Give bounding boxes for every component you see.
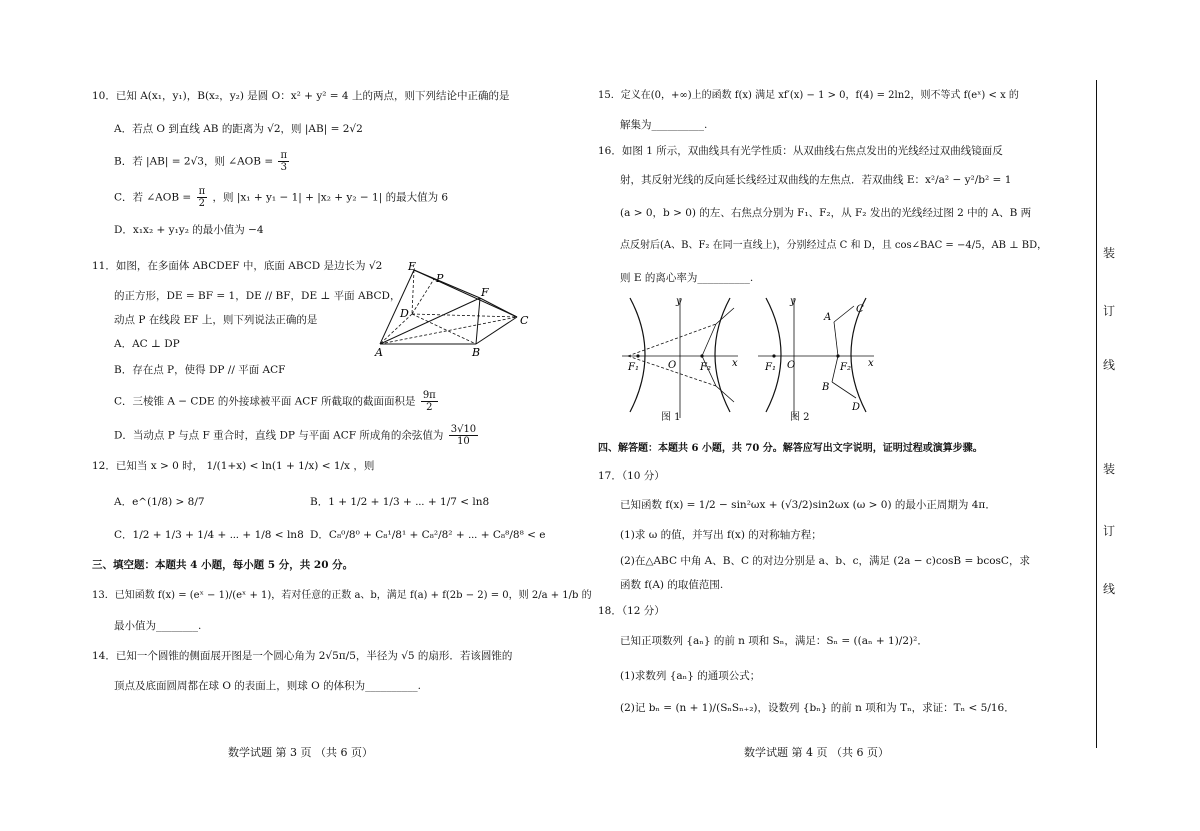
ray-a-c [834,306,854,322]
section-3-heading: 三、填空题：本题共 4 小题，每小题 5 分，共 20 分。 [92,559,354,571]
q10-option-a: A．若点 O 到直线 AB 的距离为 √2，则 |AB| = 2√2 [114,123,363,135]
q12-option-b: B．1 + 1/2 + 1/3 + ⋯ + 1/7 < ln8 [310,496,490,508]
q14-line1: 14．已知一个圆锥的侧面展开图是一个圆心角为 2√5π/5，半径为 √5 的扇形．若该圆锥的 [92,650,513,662]
q11-option-d [92,424,542,447]
frac-numerator: π [198,186,206,197]
binding-char-2: 订 [1103,304,1116,318]
q12-option-d: D．C₈⁰/8⁰ + C₈¹/8¹ + C₈²/8² + ⋯ + C₈⁸/8⁸ < e [310,529,546,541]
fig2-label-y: y [790,296,796,307]
q13-line1: 13．已知函数 f(x) = (eˣ − 1)/(eˣ + 1)，若对任意的正数 a、b，满足 f(a) + f(2b − 2) = 0，则 2/a + 1/b 的 [92,590,592,601]
q17-line3: (2)在△ABC 中角 A、B、C 的对边分别是 a、b、c，满足 (2a − c)cosB = bcosC，求 [620,555,1030,567]
q17-line1: 已知函数 f(x) = 1/2 − sin²ωx + (√3/2)sin2ωx (ω > 0) 的最小正周期为 4π． [620,499,996,511]
q15-line2: 解集为__________. [620,119,708,131]
fig1-label-f1: F₁ [628,362,639,373]
q16-line5: 则 E 的离心率为__________. [620,272,754,284]
q17-line4: 函数 f(A) 的取值范围. [620,579,724,591]
q11-line2: 的正方形，DE = BF = 1，DE // BF，DE ⊥ 平面 ABCD， [114,290,401,302]
q11-polyhedron-figure [372,262,532,362]
frac-numerator: 9π [422,390,436,401]
edge-ed-hidden [412,270,414,314]
hyperbola-right-branch [715,298,730,412]
q16-figure-1 [620,294,740,424]
q12-stem [92,458,542,474]
fig2-label-a: A [824,312,832,323]
focus-f2 [700,354,703,357]
focus-f2 [836,354,839,357]
edge-fb [476,298,480,344]
fig1-label-y: y [676,296,682,307]
q16-line4: 点反射后(A、B、F₂ 在同一直线上)，分别经过点 C 和 D，且 cos∠BAC = −4/5，AB ⊥ BD， [620,240,1048,251]
edge-dc-hidden [412,314,517,317]
q17-line2: (1)求 ω 的值，并写出 f(x) 的对称轴方程； [620,529,822,541]
focus-f1 [772,354,775,357]
q12-option-a: A．e^(1/8) > 8/7 [114,496,205,508]
q12-inequality: 1/(1+x) < ln(1 + 1/x) < 1/x [206,460,350,472]
section-4-heading: 四、解答题：本题共 6 小题，共 70 分。解答应写出文字说明，证明过程或演算步骤。 [598,443,983,454]
q11-option-c-text: C．三棱锥 A − CDE 的外接球被平面 ACF 所截取的截面面积是 [114,395,416,408]
binding-char-1: 装 [1103,246,1116,260]
binding-char-4: 装 [1103,462,1116,476]
edge-fc [480,298,517,317]
q10-option-b [92,150,542,173]
edge-ea [380,270,414,344]
edge-bc [476,317,517,344]
fig2-label-x: x [868,358,874,369]
reflected-ray-down [716,386,734,402]
fig2-label-c: C [856,304,864,315]
fig2-label-f1: F₁ [765,362,776,373]
q18-line2: (1)求数列 {aₙ} 的通项公式； [620,670,761,682]
label-c: C [520,314,529,327]
q11-option-d-text: D．当动点 P 与点 F 重合时，直线 DP 与平面 ACF 所成角的余弦值为 [114,429,444,442]
q10-option-c-rest: ，则 |x₁ + y₁ − 1| + |x₂ + y₂ − 1| 的最大值为 6 [212,191,449,204]
extension-up-dashed [628,324,716,356]
ray-f2-up [702,324,716,356]
fig1-label-x: x [732,358,738,369]
fig2-caption: 图 2 [790,412,810,423]
hyperbola-right-branch [851,298,866,412]
frac-denominator: 2 [426,402,433,413]
label-e: E [408,262,417,273]
left-column [92,0,592,831]
binding-char-5: 订 [1103,524,1116,538]
binding-line [1096,80,1097,748]
frac-denominator: 3 [280,162,287,173]
fig1-label-f2: F₂ [700,362,711,373]
q12-stem-end: ，则 [353,460,375,472]
fig2-label-o: O [787,360,796,371]
edge-af [380,298,480,344]
q10-option-c [92,186,542,209]
label-d: D [400,307,409,320]
q12-stem-text: 12．已知当 x > 0 时， [92,460,204,472]
frac-numerator: 3√10 [450,424,477,435]
ray-f2-a [834,322,838,356]
fig2-label-f2: F₂ [840,362,851,373]
q10-option-c-text: C．若 ∠AOB = [114,191,192,204]
right-column [598,0,1048,831]
ray-f2-b [832,356,838,382]
label-b: B [472,346,481,359]
frac-denominator: 2 [198,198,206,209]
q16-figure-2 [756,294,876,424]
q14-line2: 顶点及底面圆周都在球 O 的表面上，则球 O 的体积为__________. [114,680,421,692]
q11-option-a: A．AC ⊥ DP [114,338,180,350]
q13-line2: 最小值为________. [114,620,202,632]
fig1-caption: 图 1 [661,412,681,423]
ray-b-d [832,382,856,398]
q16-line2: 射，其反射光线的反向延长线经过双曲线的左焦点．若双曲线 E：x²/a² − y²/b² = 1 [620,174,1012,186]
reflected-ray-up [716,308,734,324]
q11-line3: 动点 P 在线段 EF 上，则下列说法正确的是 [114,314,318,326]
q18-title: 18．（12 分） [598,605,665,617]
q18-line3: (2)记 bₙ = (n + 1)/(SₙSₙ₊₂)，设数列 {bₙ} 的前 n 项和为 Tₙ，求证：Tₙ < 5/16． [620,702,1015,714]
frac-denominator: 10 [457,436,470,447]
q10-option-c-fraction [197,186,208,209]
q11-stem: 11．如图，在多面体 ABCDEF 中，底面 ABCD 是边长为 √2 [92,260,383,272]
q10-option-d: D．x₁x₂ + y₁y₂ 的最小值为 −4 [114,224,264,236]
focus-f1 [636,354,639,357]
q11-option-c-fraction [421,390,438,413]
q15-line1: 15．定义在(0，+∞)上的函数 f(x) 满足 xf′(x) − 1 > 0，f(4) = 2ln2，则不等式 f(eˣ) < x 的 [598,90,1019,101]
edge-dp-hidden [412,279,434,314]
q12-option-c: C．1/2 + 1/3 + 1/4 + ⋯ + 1/8 < ln8 [114,529,304,541]
q11-option-b: B．存在点 P，使得 DP // 平面 ACF [114,364,286,376]
right-page-footer: 数学试题 第 4 页 （共 6 页） [744,746,889,759]
label-p: P [436,272,444,285]
edge-db-hidden [412,314,476,344]
q10-stem: 10．已知 A(x₁，y₁)，B(x₂，y₂) 是圆 O：x² + y² = 4 上的两点，则下列结论中正确的是 [92,90,510,102]
fig1-label-o: O [668,360,677,371]
left-page-footer: 数学试题 第 3 页 （共 6 页） [228,746,373,759]
frac-numerator: π [280,150,288,161]
q18-line1: 已知正项数列 {aₙ} 的前 n 项和 Sₙ，满足：Sₙ = ((aₙ + 1)/2)²． [620,635,928,647]
fig2-label-d: D [852,402,861,413]
label-a: A [375,346,383,359]
q16-line1: 16．如图 1 所示，双曲线具有光学性质：从双曲线右焦点发出的光线经过双曲线镜面反 [598,145,1003,157]
binding-char-6: 线 [1103,582,1116,596]
q10-option-b-fraction [278,150,289,173]
q10-option-b-text: B．若 |AB| = 2√3，则 ∠AOB = [114,155,274,168]
q17-title: 17．（10 分） [598,470,665,482]
q11-option-d-fraction [449,424,478,447]
q16-line3: (a > 0，b > 0) 的左、右焦点分别为 F₁、F₂，从 F₂ 发出的光线经过图 2 中的 A、B 两 [620,207,1032,219]
q11-option-c [92,390,542,413]
label-f: F [481,286,489,299]
edge-ec [414,270,517,317]
binding-char-3: 线 [1103,358,1116,372]
fig2-label-b: B [822,382,830,393]
